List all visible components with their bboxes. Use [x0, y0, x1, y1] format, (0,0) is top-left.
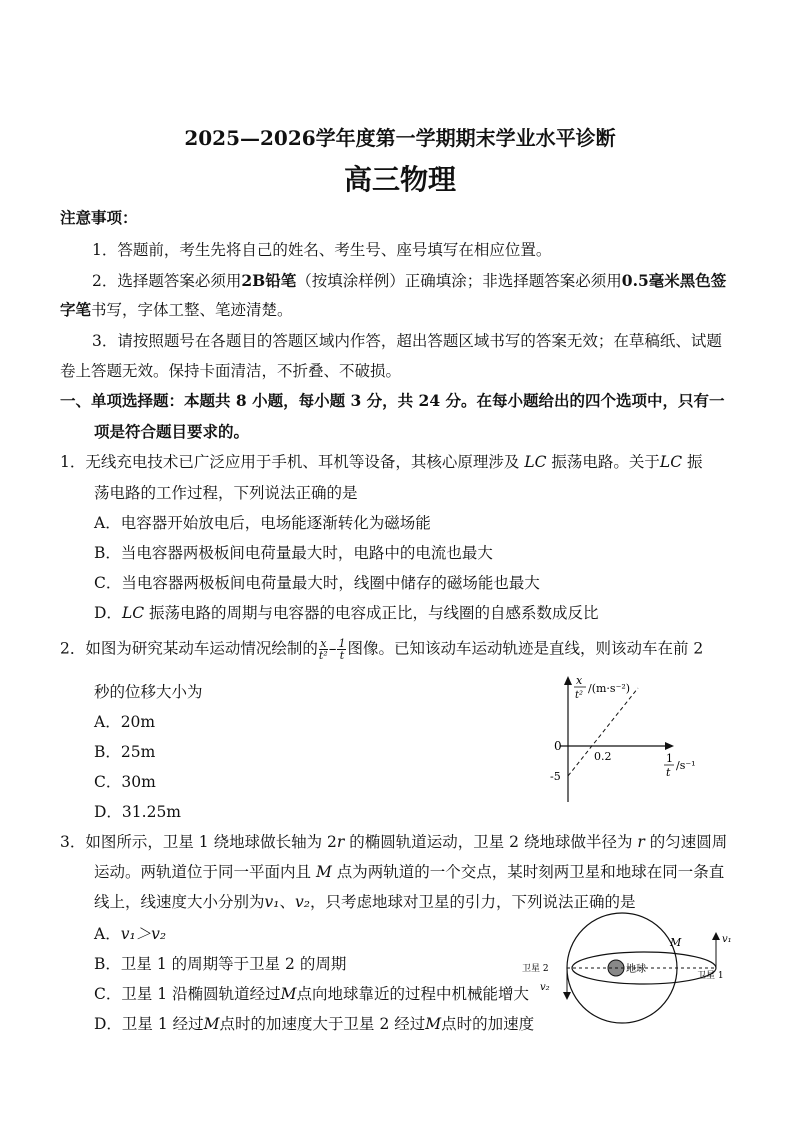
q3-option-b: B．卫星 1 的周期等于卫星 2 的周期: [94, 955, 347, 973]
q2-option-c: C．30m: [94, 773, 156, 791]
v2-arrowhead: [563, 992, 571, 1000]
q1-option-d: D．LC 振荡电路的周期与电容器的电容成正比，与线圈的自感系数成反比: [94, 604, 599, 622]
v1-label: v₁: [722, 934, 732, 945]
q3-option-a: A．v₁＞v₂: [94, 925, 167, 943]
y-label-x: x: [576, 674, 583, 687]
q1-option-a: A．电容器开始放电后，电场能逐渐转化为磁场能: [94, 514, 431, 532]
y-axis-arrow: [564, 676, 572, 685]
q2-stem-line2: 秒的位移大小为: [94, 683, 203, 701]
notice-item-3-line1: 3．请按照题号在各题目的答题区域内作答，超出答题区域书写的答案无效；在草稿纸、试题: [92, 332, 722, 350]
q2-option-b: B．25m: [94, 743, 156, 761]
q1-stem-line1: 1．无线充电技术已广泛应用于手机、耳机等设备，其核心原理涉及 LC 振荡电路。关于LC 振: [60, 453, 703, 471]
x-label-t: t: [666, 766, 671, 779]
fraction-1-over-t: $\frac{1}{t}$: [338, 637, 346, 662]
q3-stem-line3: 线上，线速度大小分别为v₁、v₂，只考虑地球对卫星的引力，下列说法正确的是: [94, 893, 636, 911]
satellite-1-label: 卫星 1: [697, 971, 724, 981]
section1-heading: 一、单项选择题：本题共 8 小题，每小题 3 分，共 24 分。在每小题给出的四个选项中，只有一: [60, 391, 725, 410]
y-tick-label: -5: [550, 770, 561, 783]
y-label-t2: t²: [575, 690, 584, 701]
satellite-2-label: 卫星 2: [522, 964, 549, 974]
v2-label: v₂: [540, 982, 550, 993]
y-label-unit: /(m·s⁻²): [588, 682, 631, 695]
q2-option-d: D．31.25m: [94, 803, 181, 821]
q3-stem-line2: 运动。两轨道位于同一平面内且 M 点为两轨道的一个交点，某时刻两卫星和地球在同一条直: [94, 863, 725, 881]
x-label-1: 1: [666, 752, 673, 765]
q2-option-a: A．20m: [94, 713, 156, 731]
notice-item-1: 1．答题前，考生先将自己的姓名、考生号、座号填写在相应位置。: [92, 241, 552, 259]
q2-graph: [540, 670, 720, 810]
x-axis-arrow: [665, 742, 674, 750]
section1-heading-cont: 项是符合题目要求的。: [94, 422, 250, 441]
q3-option-d: D．卫星 1 经过M点时的加速度大于卫星 2 经过M点时的加速度: [94, 1015, 535, 1033]
point-m-label: M: [670, 936, 682, 949]
q3-option-c: C．卫星 1 沿椭圆轨道经过M点向地球靠近的过程中机械能增大: [94, 985, 529, 1003]
q3-stem-line1: 3．如图所示，卫星 1 绕地球做长轴为 2r 的椭圆轨道运动，卫星 2 绕地球做半径为 r 的匀速圆周: [60, 833, 728, 851]
fraction-x-over-t2: $\frac{x}{\text{t²}}$: [318, 637, 328, 662]
notice-heading: 注意事项：: [60, 208, 138, 227]
q2-stem-line1: 2．如图为研究某动车运动情况绘制的 $\frac{x}{\text{t²}}$ – $\frac{1}{t}$ 图像。已知该动车运动轨迹是直线，则该动车在前 2: [60, 637, 704, 662]
origin-label: 0: [554, 739, 562, 753]
x-label-unit: /s⁻¹: [676, 759, 696, 772]
notice-item-2-line2: 字笔书写，字体工整、笔迹清楚。: [60, 300, 293, 319]
earth-label: 地球: [626, 964, 646, 975]
v1-arrowhead: [712, 932, 720, 940]
q1-option-b: B．当电容器两极板间电荷量最大时，电路中的电流也最大: [94, 544, 493, 562]
q1-stem-line2: 荡电路的工作过程，下列说法正确的是: [94, 484, 358, 502]
exam-title: 2025—2026学年度第一学期期末学业水平诊断: [184, 126, 616, 150]
q3-orbit-figure: [520, 912, 740, 1024]
subject-title: 高三物理: [343, 163, 456, 196]
notice-item-3-line2: 卷上答题无效。保持卡面清洁，不折叠、不破损。: [60, 362, 402, 380]
q1-option-c: C．当电容器两极板间电荷量最大时，线圈中储存的磁场能也最大: [94, 574, 540, 592]
x-tick-label: 0.2: [594, 750, 612, 763]
notice-item-2-line1: 2．选择题答案必须用2B铅笔（按填涂样例）正确填涂；非选择题答案必须用0.5毫米黑色签: [92, 271, 727, 290]
